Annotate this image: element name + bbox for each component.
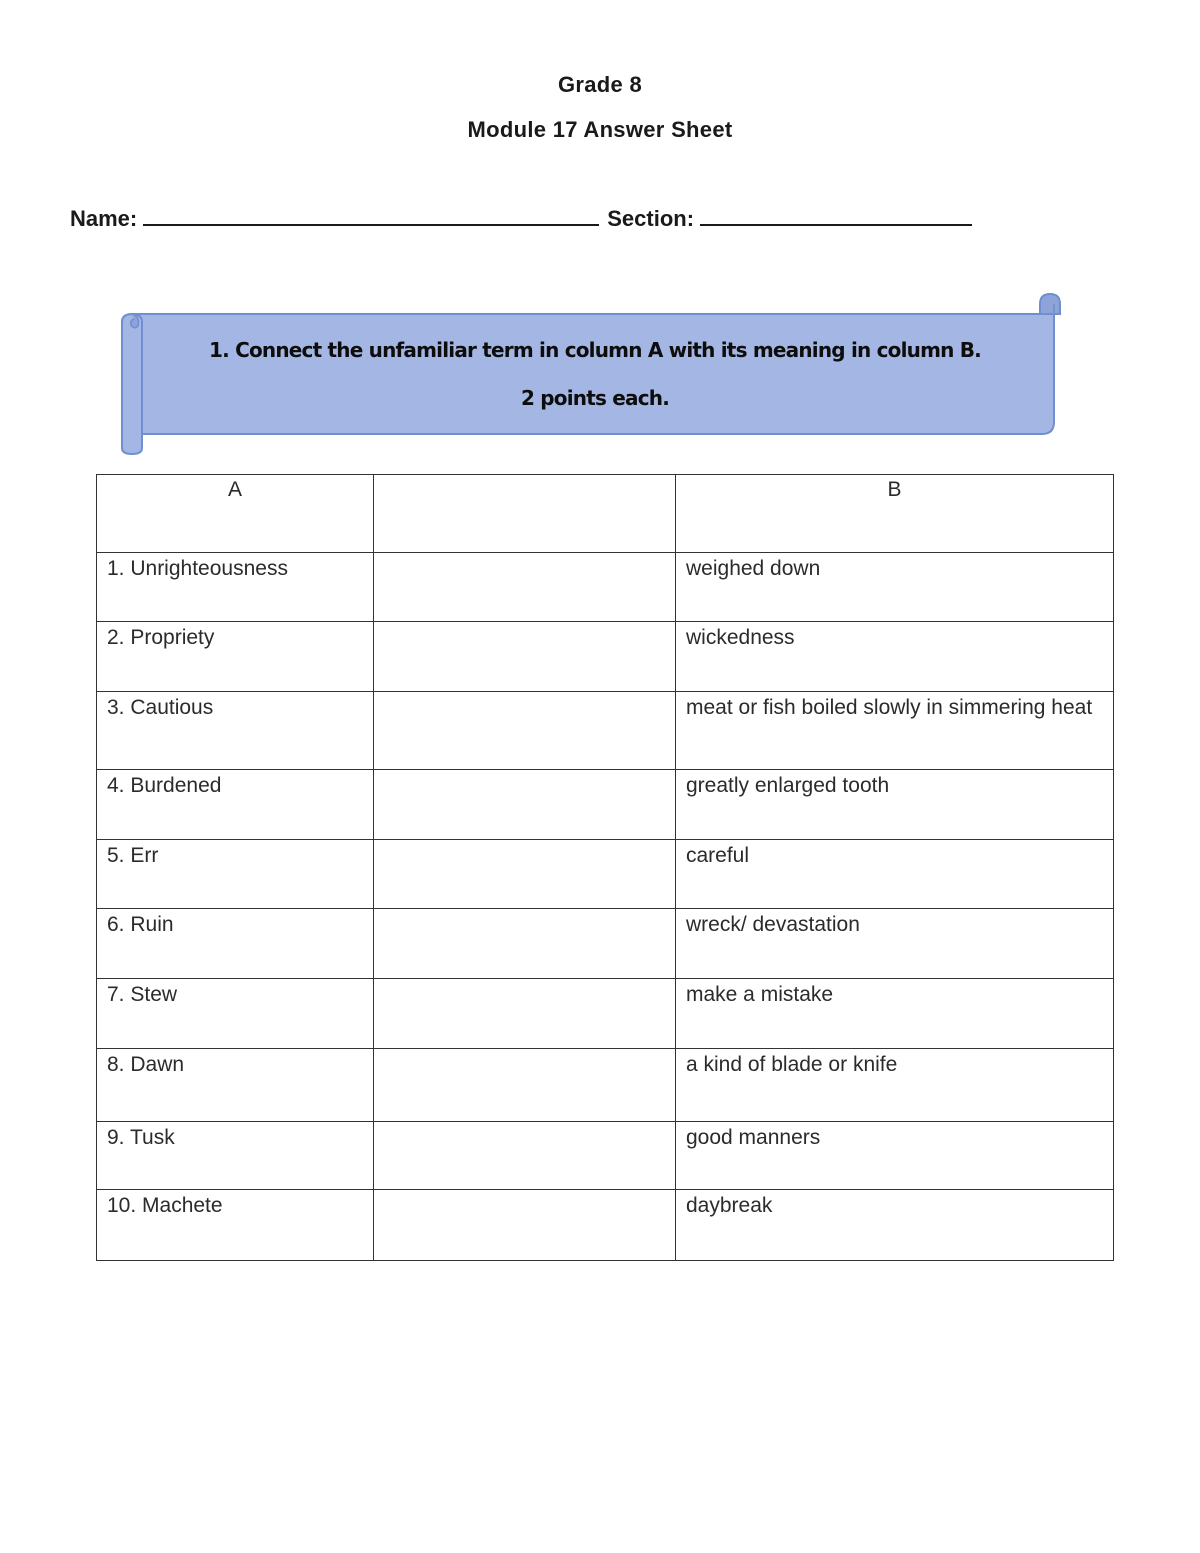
term-cell: 2. Propriety [97,622,374,692]
table-row [97,1122,1114,1190]
term-cell: 3. Cautious [97,692,374,770]
term-cell: 1. Unrighteousness [97,553,374,622]
term-cell: 4. Burdened [97,770,374,840]
section-label: Section: [607,206,695,231]
table-row [97,1190,1114,1261]
term-cell: 8. Dawn [97,1049,374,1122]
instruction-scroll-banner [118,292,1062,456]
meaning-cell: greatly enlarged tooth [676,770,1114,840]
table-row [97,622,1114,692]
answer-cell[interactable] [374,622,676,692]
answer-column-header [374,475,676,553]
section-blank-field[interactable] [700,206,972,226]
answer-cell[interactable] [374,979,676,1049]
instruction-line-1: 1. Connect the unfamiliar term in column A with its meaning in column B. [209,338,981,362]
answer-cell[interactable] [374,840,676,909]
term-cell: 10. Machete [97,1190,374,1261]
meaning-cell: weighed down [676,553,1114,622]
meaning-cell: a kind of blade or knife [676,1049,1114,1122]
term-cell: 9. Tusk [97,1122,374,1190]
meaning-cell: good manners [676,1122,1114,1190]
term-cell: 5. Err [97,840,374,909]
column-b-header: B [676,475,1114,553]
answer-cell[interactable] [374,553,676,622]
answer-cell[interactable] [374,770,676,840]
meaning-cell: careful [676,840,1114,909]
name-label: Name: [70,206,138,231]
table-header-row [97,475,1114,553]
meaning-cell: meat or fish boiled slowly in simmering heat [676,692,1114,770]
instruction-line-2: 2 points each. [520,386,669,410]
table-row [97,840,1114,909]
answer-cell[interactable] [374,1049,676,1122]
table-row [97,770,1114,840]
table-row [97,692,1114,770]
term-cell: 7. Stew [97,979,374,1049]
table-row [97,1049,1114,1122]
answer-cell[interactable] [374,909,676,979]
answer-cell[interactable] [374,692,676,770]
meaning-cell: make a mistake [676,979,1114,1049]
column-a-header: A [97,475,374,553]
name-blank-field[interactable] [143,206,599,226]
table-row [97,909,1114,979]
page-title: Module 17 Answer Sheet [467,117,733,142]
table-row [97,553,1114,622]
term-cell: 6. Ruin [97,909,374,979]
matching-table [96,474,1114,1261]
table-row [97,979,1114,1049]
meaning-cell: daybreak [676,1190,1114,1261]
grade-heading: Grade 8 [557,72,643,97]
meaning-cell: wickedness [676,622,1114,692]
answer-cell[interactable] [374,1190,676,1261]
answer-cell[interactable] [374,1122,676,1190]
student-info-line [70,206,972,232]
meaning-cell: wreck/ devastation [676,909,1114,979]
